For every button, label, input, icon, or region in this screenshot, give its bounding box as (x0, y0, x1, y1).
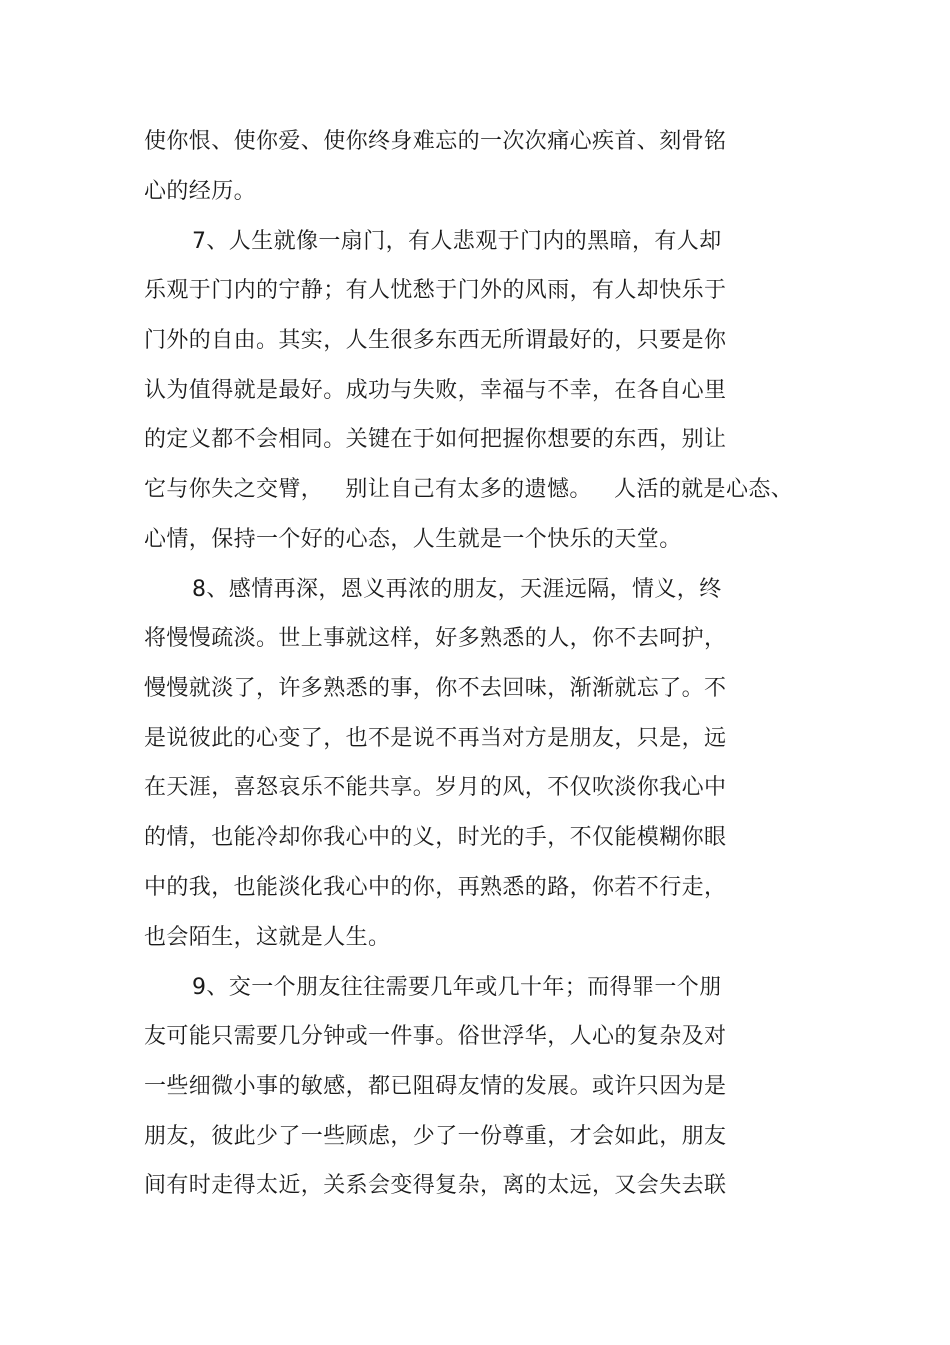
text-line: 它与你失之交臂， 别让自己有太多的遗憾。 人活的就是心态、 (144, 477, 794, 502)
text-line: 友可能只需要几分钟或一件事。俗世浮华，人心的复杂及对 (144, 1024, 727, 1049)
paragraph-9-start: 9、交一个朋友往往需要几年或几十年；而得罪一个朋 (192, 975, 722, 1000)
text-line: 心情，保持一个好的心态，人生就是一个快乐的天堂。 (144, 527, 682, 552)
text-line: 中的我，也能淡化我心中的你，再熟悉的路，你若不行走， (144, 875, 727, 900)
text-line: 的情，也能冷却你我心中的义，时光的手，不仅能模糊你眼 (144, 825, 727, 850)
text-line: 间有时走得太近，关系会变得复杂，离的太远，又会失去联 (144, 1173, 727, 1198)
text-line: 在天涯，喜怒哀乐不能共享。岁月的风，不仅吹淡你我心中 (144, 775, 727, 800)
text-line: 门外的自由。其实，人生很多东西无所谓最好的，只要是你 (144, 328, 727, 353)
text-line: 将慢慢疏淡。世上事就这样，好多熟悉的人，你不去呵护， (144, 626, 727, 651)
text-line: 是说彼此的心变了，也不是说不再当对方是朋友，只是，远 (144, 726, 727, 751)
text-line: 一些细微小事的敏感，都已阻碍友情的发展。或许只因为是 (144, 1074, 727, 1099)
text-line: 慢慢就淡了，许多熟悉的事，你不去回味，渐渐就忘了。不 (144, 676, 727, 701)
text-line: 乐观于门内的宁静；有人忧愁于门外的风雨，有人却快乐于 (144, 278, 727, 303)
text-line: 也会陌生，这就是人生。 (144, 925, 391, 950)
text-line: 心的经历。 (144, 179, 257, 204)
text-line: 的定义都不会相同。关键在于如何把握你想要的东西，别让 (144, 427, 727, 452)
text-line: 认为值得就是最好。成功与失败，幸福与不幸，在各自心里 (144, 378, 727, 403)
text-line: 朋友，彼此少了一些顾虑，少了一份尊重，才会如此，朋友 (144, 1124, 727, 1149)
text-line: 使你恨、使你爱、使你终身难忘的一次次痛心疾首、刻骨铭 (144, 129, 727, 154)
paragraph-7-start: 7、人生就像一扇门，有人悲观于门内的黑暗，有人却 (192, 229, 722, 254)
paragraph-8-start: 8、感情再深，恩义再浓的朋友，天涯远隔，情义，终 (192, 577, 722, 602)
